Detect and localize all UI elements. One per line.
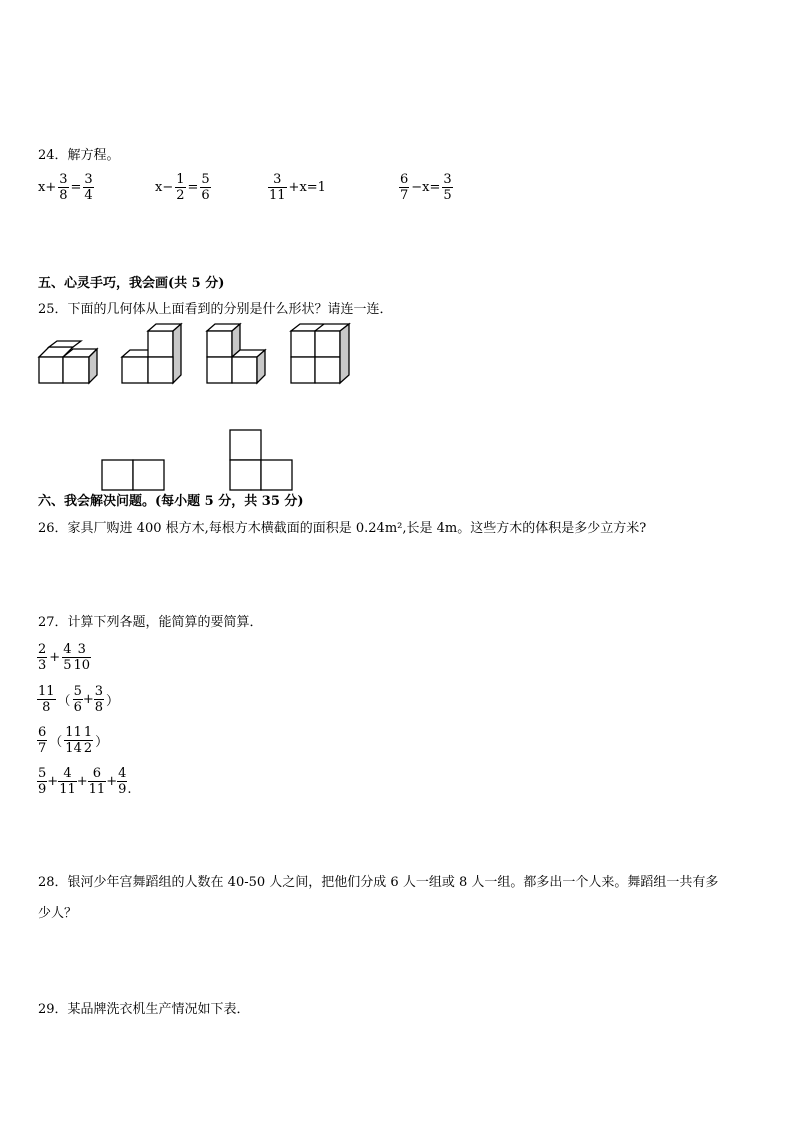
r4-op2: + [76, 774, 88, 789]
eq2-fraction-b: $\frac{5}{6}$ [201, 172, 210, 203]
eq1-prefix: x+ [38, 180, 57, 195]
r3-fraction-c: $\frac{1}{2}$ [83, 725, 93, 756]
r2-fraction-a: $\frac{11}{8}$ [38, 684, 55, 715]
q24-title: 24．解方程。 [38, 148, 120, 163]
r4-op3: + [106, 774, 118, 789]
q27-row-2 [37, 684, 121, 715]
eq4-fraction-b: $\frac{3}{5}$ [443, 172, 452, 203]
q27-row-4 [37, 766, 132, 797]
eq4-fraction-a: $\frac{6}{7}$ [400, 172, 409, 203]
eq3-suffix: +x=1 [288, 180, 326, 195]
r3-fraction-a: $\frac{6}{7}$ [38, 725, 47, 756]
eq2-fraction-a: $\frac{1}{2}$ [176, 172, 185, 203]
cube-figure-1 [39, 341, 97, 383]
r2-op: + [82, 692, 94, 707]
r3-fraction-b: $\frac{11}{14}$ [65, 725, 82, 756]
r1-fraction-a: $\frac{2}{3}$ [38, 642, 47, 673]
r3-open-paren: （ [49, 735, 63, 750]
r1-op1: + [49, 650, 61, 665]
r4-fraction-d: $\frac{4}{9}$ [118, 766, 127, 797]
eq1-fraction-b: $\frac{3}{4}$ [84, 172, 93, 203]
eq2-equals: = [187, 180, 199, 195]
q26-text: 26．家具厂购进 400 根方木,每根方木横截面的面积是 0.24m²,长是 4m。这些方木的体积是多少立方米? [38, 521, 647, 536]
eq3-fraction-a: $\frac{3}{11}$ [269, 172, 286, 203]
section-6-heading: 六、我会解决问题。(每小题 5 分，共 35 分) [38, 494, 304, 509]
q28-line-2: 少人？ [38, 906, 78, 921]
eq1-equals: = [70, 180, 82, 195]
q28-line-1: 28．银河少年宫舞蹈组的人数在 40-50 人之间，把他们分成 6 人一组或 8 人一组。都多出一个人来。舞蹈组一共有多 [38, 875, 719, 890]
r1-fraction-c: $\frac{3}{10}$ [73, 642, 91, 673]
q25-cube-figures [0, 0, 794, 520]
cube-figure-2 [122, 324, 181, 383]
q29-text: 29．某品牌洗衣机生产情况如下表． [38, 1002, 250, 1017]
r4-fraction-c: $\frac{6}{11}$ [88, 766, 106, 797]
r4-op1: + [47, 774, 59, 789]
r2-open-paren: （ [57, 694, 71, 709]
r4-fraction-b: $\frac{4}{11}$ [59, 766, 76, 797]
r2-fraction-c: $\frac{3}{8}$ [94, 684, 104, 715]
cube-figure-3 [207, 324, 265, 383]
q27-row-3 [37, 725, 110, 756]
eq1-fraction-a: $\frac{3}{8}$ [59, 172, 68, 203]
r4-end: . [127, 782, 132, 797]
eq4-middle: −x= [411, 180, 441, 195]
top-view-1 [102, 460, 164, 490]
q27-title: 27．计算下列各题，能简算的要简算． [38, 615, 263, 630]
r1-fraction-b: $\frac{4}{5}$ [63, 642, 72, 673]
r3-close-paren: ） [95, 735, 109, 750]
section-5-heading: 五、心灵手巧，我会画(共 5 分) [38, 276, 225, 291]
q25-title: 25．下面的几何体从上面看到的分别是什么形状？请连一连． [38, 302, 393, 317]
cube-figure-4 [291, 324, 349, 383]
r4-fraction-a: $\frac{5}{9}$ [38, 766, 47, 797]
top-view-2 [230, 430, 292, 490]
r2-close-paren: ） [106, 694, 120, 709]
q27-row-1 [37, 642, 91, 673]
r2-fraction-b: $\frac{5}{6}$ [73, 684, 82, 715]
eq2-prefix: x− [155, 180, 174, 195]
